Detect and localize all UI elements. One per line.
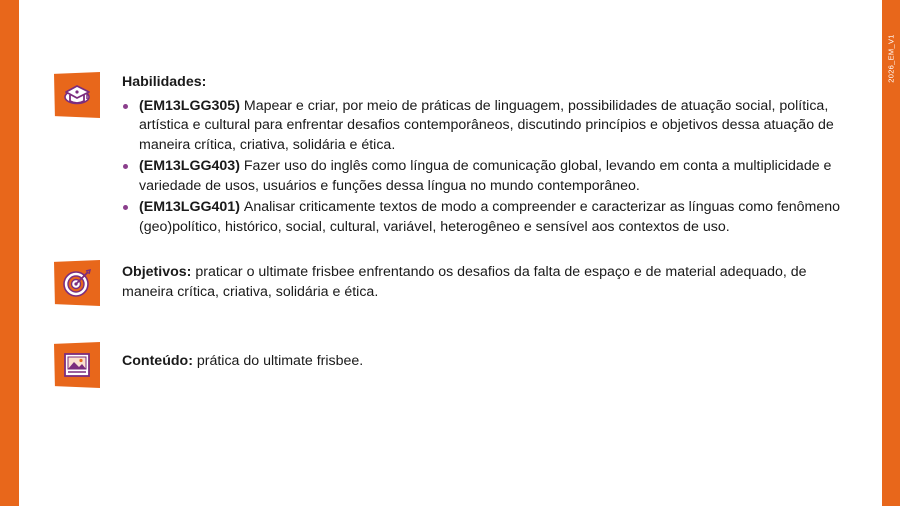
objetivos-section (122, 263, 842, 302)
skill-item (122, 97, 842, 156)
right-accent-stripe (882, 0, 900, 506)
habilidades-section (122, 73, 842, 239)
conteudo-section (122, 352, 842, 372)
skills-list (122, 97, 842, 238)
skill-text: Mapear e criar, por meio de práticas de linguagem, possibilidades de atuação social, política, artística e cultural para enfrentar desafios contemporâneos, discutindo princípios e objetivos dessa atuação de maneira crítica, criativa, solidária e ética. (139, 97, 834, 153)
image-icon (54, 342, 100, 388)
objetivos-text: praticar o ultimate frisbee enfrentando os desafios da falta de espaço e de material adequado, de maneira crítica, criativa, solidária e ética. (122, 264, 807, 300)
skill-item (122, 198, 842, 237)
skill-item (122, 157, 842, 196)
skill-code: (EM13LGG305) (139, 97, 244, 114)
conteudo-label: Conteúdo: (122, 353, 197, 369)
bullet-dot (123, 205, 128, 210)
habilidades-heading: Habilidades: (122, 74, 207, 90)
skill-code: (EM13LGG401) (139, 199, 244, 215)
conteudo-text: prática do ultimate frisbee. (196, 353, 364, 369)
target-icon (54, 260, 100, 306)
skill-text: Fazer uso do inglês como língua de comunicação global, levando em conta a multiplicidade e variedade de usos, usuários e funções dessa língua no mundo contemporâneo. (139, 158, 832, 194)
left-accent-stripe (0, 0, 19, 506)
graduation-cap-icon (54, 72, 100, 118)
bullet-dot (123, 164, 128, 169)
skill-code: (EM13LGG403) (139, 158, 244, 174)
objetivos-label: Objetivos: (122, 264, 196, 280)
bullet-dot (123, 104, 128, 109)
skill-text: Analisar criticamente textos de modo a compreender e caracterizar as línguas como fenômeno (geo)político, histórico, social, cultural, variável, heterogêneo e sensível aos contextos de uso. (139, 199, 841, 235)
version-code: 2026_EM_V1 (886, 33, 896, 83)
